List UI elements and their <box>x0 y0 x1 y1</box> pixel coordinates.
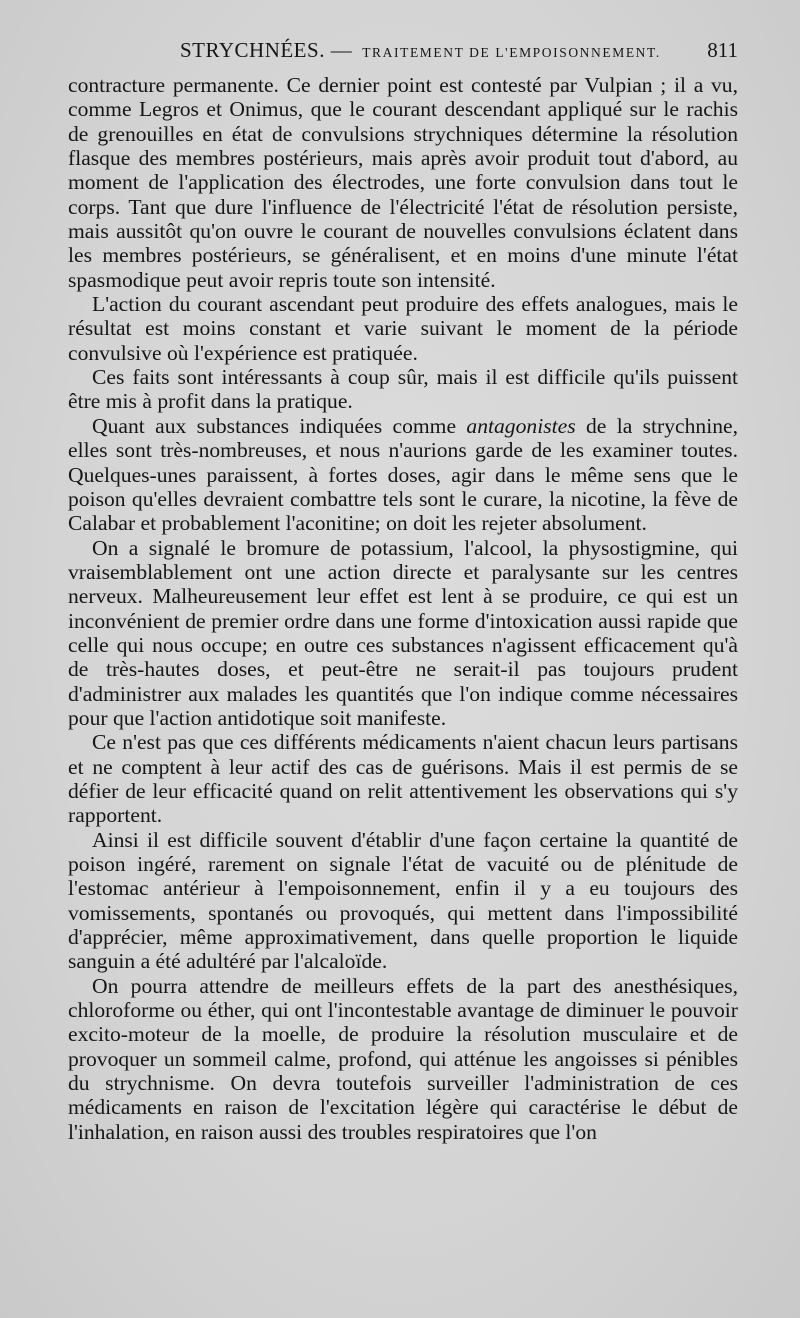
paragraph-5: On a signalé le bromure de potassium, l'alcool, la physostigmine, qui vraisemblablement ont une action directe et paralysante sur les centres nerveux. Malheureusement leur effet est lent à se produire, ce qui est un inconvénient de premier ordre dans une forme d'intoxication aussi rapide que celle qui nous occupe; en outre ces substances n'agissent efficacement qu'à de très-hautes doses, et peut-être ne serait-il pas toujours prudent d'administrer aux malades les quantités que l'on indique comme nécessaires pour que l'action antidotique soit manifeste. <box>68 535 738 730</box>
page-number: 811 <box>707 38 738 62</box>
paragraph-1: contracture permanente. Ce dernier point est contesté par Vulpian ; il a vu, comme Legros et Onimus, que le courant descendant appliqué sur le rachis de grenouilles en état de convulsions strychniques détermine la résolution flasque des membres postérieurs, mais après avoir produit tout d'abord, au moment de l'application des électrodes, une forte convulsion dans tout le corps. Tant que dure l'influence de l'électricité l'état de résolution persiste, mais aussitôt qu'on ouvre le courant de nouvelles convulsions éclatent dans les membres postérieurs, se généralisent, et en moins d'une minute l'état spasmodique peut avoir repris toute son intensité. <box>68 73 738 292</box>
emphasis-antagonistes: antagonistes <box>466 413 576 438</box>
paragraph-8: On pourra attendre de meilleurs effets de la part des anesthésiques, chloroforme ou éther, qui ont l'incontestable avantage de diminuer le pouvoir excito-moteur de la moelle, de produire la résolution musculaire et de provoquer un sommeil calme, profond, qui atténue les angoisses si pénibles du strychnisme. On devra toutefois surveiller l'administration de ces médicaments en raison de l'excitation légère qui caractérise le début de l'inhalation, en raison aussi des troubles respiratoires que l'on <box>68 973 738 1144</box>
running-header <box>68 38 738 68</box>
paragraph-4: Quant aux substances indiquées comme antagonistes de la strychnine, elles sont très-nombreuses, et nous n'aurions garde de les examiner toutes. Quelques-unes paraissent, à fortes doses, agir dans le même sens que le poison qu'elles devraient combattre tels sont le curare, la nicotine, la fève de Calabar et probablement l'aconitine; on doit les rejeter absolument. <box>68 413 738 536</box>
running-subtitle: TRAITEMENT DE L'EMPOISONNEMENT. <box>362 45 661 60</box>
paragraph-2: L'action du courant ascendant peut produire des effets analogues, mais le résultat est moins constant et varie suivant le moment de la période convulsive où l'expérience est pratiquée. <box>68 292 738 365</box>
page-body <box>68 73 738 1144</box>
paragraph-3: Ces faits sont intéressants à coup sûr, mais il est difficile qu'ils puissent être mis à profit dans la pratique. <box>68 365 738 414</box>
running-title: STRYCHNÉES. — TRAITEMENT DE L'EMPOISONNEMENT. <box>180 38 661 62</box>
paragraph-7: Ainsi il est difficile souvent d'établir d'une façon certaine la quantité de poison ingéré, rarement on signale l'état de vacuité ou de plénitude de l'estomac antérieur à l'empoisonnement, enfin il y a eu toujours des vomissements, spontanés ou provoqués, qui mettent dans l'impossibilité d'apprécier, même approximativement, dans quelle proportion le liquide sanguin a été adultéré par l'alcaloïde. <box>68 827 738 974</box>
paragraph-6: Ce n'est pas que ces différents médicaments n'aient chacun leurs partisans et ne comptent à leur actif des cas de guérisons. Mais il est permis de se défier de leur efficacité quand on relit attentivement les observations qui s'y rapportent. <box>68 730 738 828</box>
